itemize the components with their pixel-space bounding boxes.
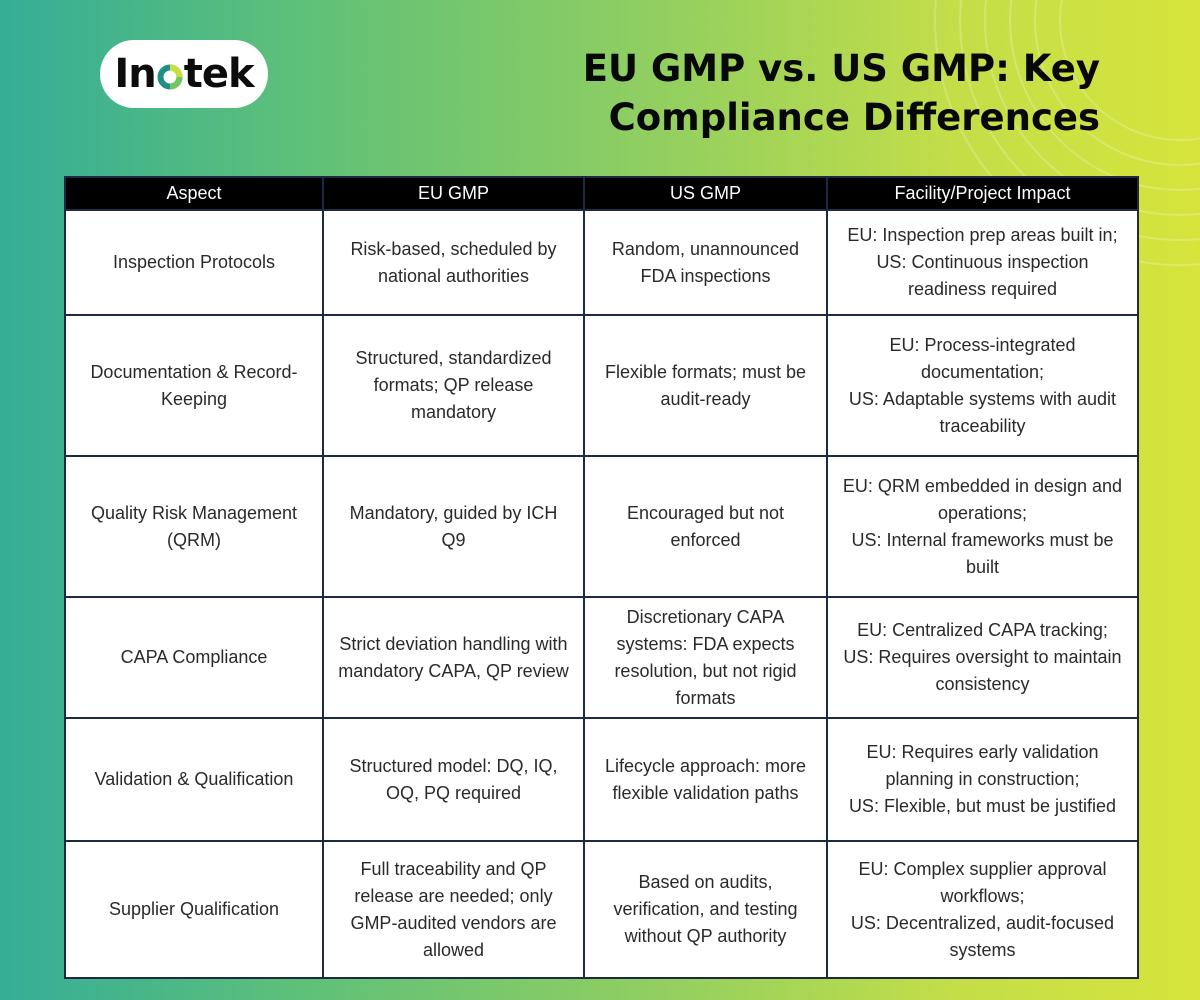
comparison-table [64,176,1139,979]
aspect-cell: Inspection Protocols [65,210,323,315]
aspect-cell: Validation & Qualification [65,718,323,841]
impact-cell [827,841,1138,978]
brand-logo [100,40,268,108]
impact-cell [827,718,1138,841]
eu-gmp-cell: Strict deviation handling with mandatory CAPA, QP review [323,597,584,718]
table-row [65,841,1138,978]
us-gmp-cell: Discretionary CAPA systems: FDA expects resolution, but not rigid formats [584,597,827,718]
impact-eu-text: EU: QRM embedded in design and operations; [842,475,1123,523]
us-gmp-cell: Based on audits, verification, and testing without QP authority [584,841,827,978]
eu-gmp-cell: Full traceability and QP release are needed; only GMP-audited vendors are allowed [323,841,584,978]
page-title [540,44,1100,142]
table-header-row [65,177,1138,210]
logo-text-start: In [114,51,156,97]
impact-us-text: US: Decentralized, audit-focused systems [850,912,1115,960]
eu-gmp-cell: Structured model: DQ, IQ, OQ, PQ required [323,718,584,841]
table-row [65,210,1138,315]
impact-eu-text: EU: Requires early validation planning in construction; [866,742,1099,789]
aspect-cell: Documentation & Record-Keeping [65,315,323,456]
impact-us-text: US: Requires oversight to maintain consistency [843,647,1122,694]
aspect-cell: Quality Risk Management (QRM) [65,456,323,597]
impact-cell [827,315,1138,456]
impact-cell [827,456,1138,597]
title-line-1: EU GMP vs. US GMP: Key [582,47,1100,90]
us-gmp-cell: Lifecycle approach: more flexible validation paths [584,718,827,841]
impact-eu-text: EU: Centralized CAPA tracking; [857,620,1108,640]
impact-eu-text: EU: Process-integrated documentation; [889,334,1076,382]
us-gmp-cell: Encouraged but not enforced [584,456,827,597]
eu-gmp-cell: Mandatory, guided by ICH Q9 [323,456,584,597]
eu-gmp-cell: Risk-based, scheduled by national authorities [323,210,584,315]
table-row [65,456,1138,597]
impact-eu-text: EU: Inspection prep areas built in; [847,225,1118,245]
header-impact: Facility/Project Impact [827,177,1138,210]
aspect-cell: CAPA Compliance [65,597,323,718]
header-eu-gmp: EU GMP [323,177,584,210]
impact-us-text: US: Internal frameworks must be built [851,529,1114,577]
impact-us-text: US: Flexible, but must be justified [848,796,1117,816]
eu-gmp-cell: Structured, standardized formats; QP release mandatory [323,315,584,456]
logo-text-end: tek [183,51,254,97]
header-aspect: Aspect [65,177,323,210]
us-gmp-cell: Random, unannounced FDA inspections [584,210,827,315]
impact-us-text: US: Adaptable systems with audit traceability [848,388,1117,436]
table-row [65,597,1138,718]
header-us-gmp: US GMP [584,177,827,210]
table-row [65,315,1138,456]
us-gmp-cell: Flexible formats; must be audit-ready [584,315,827,456]
impact-eu-text: EU: Complex supplier approval workflows; [858,858,1107,906]
impact-cell [827,597,1138,718]
impact-us-text: US: Continuous inspection readiness required [876,252,1089,299]
impact-cell [827,210,1138,315]
table-row [65,718,1138,841]
title-line-2: Compliance Differences [608,96,1100,140]
aspect-cell: Supplier Qualification [65,841,323,978]
logo-o-ring-icon [157,64,183,90]
